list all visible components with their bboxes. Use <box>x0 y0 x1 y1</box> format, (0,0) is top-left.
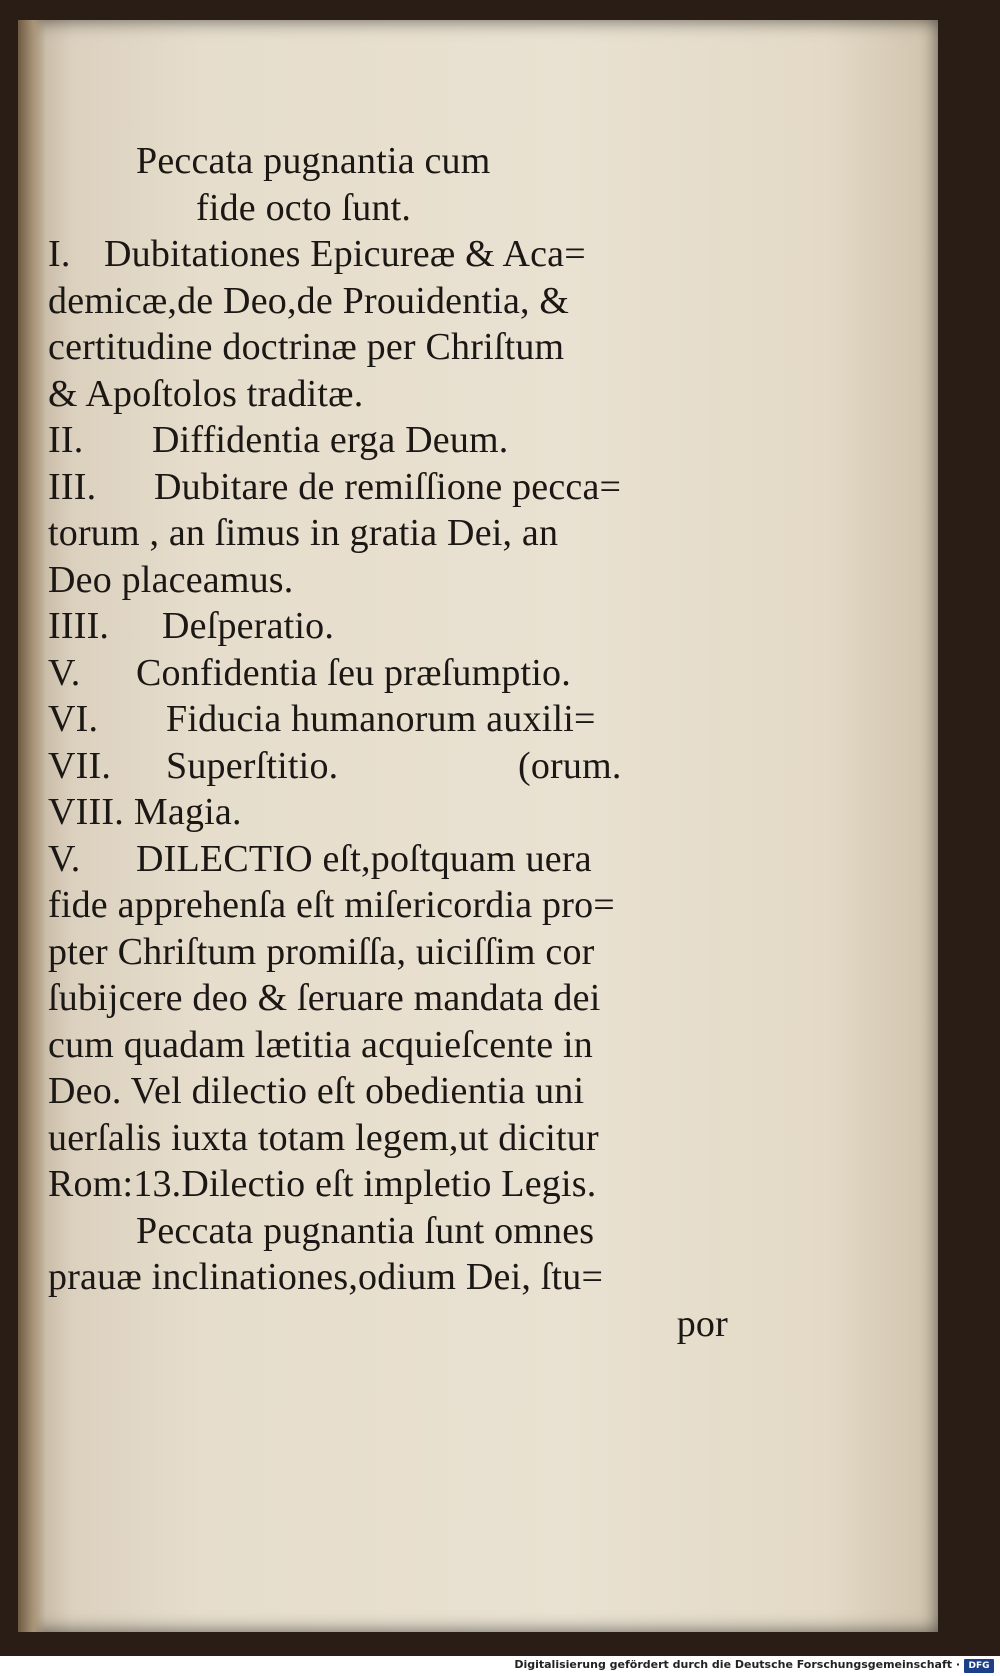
text-line <box>48 1161 728 1208</box>
line-text: Dubitationes Epicureæ & Aca= <box>104 233 586 275</box>
text-line <box>48 603 728 650</box>
text-line <box>48 324 728 371</box>
catchword-line <box>48 1301 728 1348</box>
heading-line-2: fide octo ſunt. <box>196 186 412 229</box>
line-text: demicæ,de Deo,de Prouidentia, & <box>48 279 570 322</box>
line-text: Peccata pugnantia ſunt omnes <box>136 1209 595 1252</box>
text-line <box>48 929 728 976</box>
text-line <box>48 1115 728 1162</box>
item-number: I. <box>48 233 71 275</box>
text-line <box>48 1068 728 1115</box>
line-text: Dubitare de remiſſione pecca= <box>154 465 622 508</box>
line-text: fide apprehenſa eſt miſericordia pro= <box>48 884 615 926</box>
text-line <box>48 1208 728 1255</box>
dfg-logo: DFG <box>964 1659 994 1673</box>
text-line <box>48 882 728 929</box>
line-text: Magia. <box>133 791 242 833</box>
item-number: VIII. <box>48 791 124 833</box>
item-number: III. <box>48 465 97 508</box>
heading-line-1: Peccata pugnantia cum <box>136 140 491 182</box>
line-text: certitudine doctrinæ per Chriſtum <box>48 326 565 368</box>
item-number: IIII. <box>48 605 110 647</box>
line-text: & Apoſtolos traditæ. <box>48 372 364 415</box>
item-number: II. <box>48 419 84 461</box>
text-line <box>48 557 728 604</box>
text-line <box>48 1022 728 1069</box>
line-text: cum quadam lætitia acquieſcente in <box>48 1023 593 1066</box>
line-text: Deſperatio. <box>162 605 335 647</box>
text-line <box>48 464 728 511</box>
digitization-footer <box>0 1656 1000 1676</box>
line-text: Rom:13.Dilectio eſt impletio Legis. <box>48 1163 597 1205</box>
line-text: pter Chriſtum promiſſa, uiciſſim cor <box>48 930 595 973</box>
text-line <box>48 650 728 697</box>
line-text: uerſalis iuxta totam legem,ut dicitur <box>48 1116 599 1159</box>
item-number: VI. <box>48 698 99 740</box>
line-text: Deo. Vel dilectio eſt obedientia uni <box>48 1070 585 1112</box>
line-text: Fiducia humanorum auxili= <box>166 698 596 740</box>
text-line <box>48 1254 728 1301</box>
line-text: Confidentia ſeu præſumptio. <box>136 651 571 694</box>
text-block <box>48 138 728 1347</box>
line-text: ſubijcere deo & ſeruare mandata dei <box>48 977 601 1019</box>
line-text: Deo placeamus. <box>48 558 294 601</box>
footer-credit: Digitalisierung gefördert durch die Deutsche Forschungsgemeinschaft · <box>514 1658 960 1671</box>
book-page <box>18 20 938 1632</box>
text-line <box>48 836 728 883</box>
text-line <box>48 417 728 464</box>
body-lines <box>48 231 728 1301</box>
text-line <box>48 975 728 1022</box>
page-gutter <box>18 20 46 1632</box>
item-number: VII. <box>48 744 112 787</box>
line-text: DILECTIO eſt,poſtquam uera <box>136 837 592 880</box>
line-text: Diffidentia erga Deum. <box>152 419 509 461</box>
line-text: Superſtitio. <box>166 744 339 787</box>
text-line <box>48 789 728 836</box>
line-text: torum , an ſimus in gratia Dei, an <box>48 512 559 554</box>
item-number: V. <box>48 837 81 880</box>
text-line <box>48 743 728 790</box>
text-line <box>48 278 728 325</box>
line-text: prauæ inclinationes,odium Dei, ſtu= <box>48 1256 604 1298</box>
text-line <box>48 371 728 418</box>
line-continuation: (orum. <box>518 744 622 787</box>
catchword: por <box>676 1302 728 1345</box>
text-line <box>48 231 728 278</box>
text-line <box>48 510 728 557</box>
text-line <box>48 696 728 743</box>
item-number: V. <box>48 651 81 694</box>
